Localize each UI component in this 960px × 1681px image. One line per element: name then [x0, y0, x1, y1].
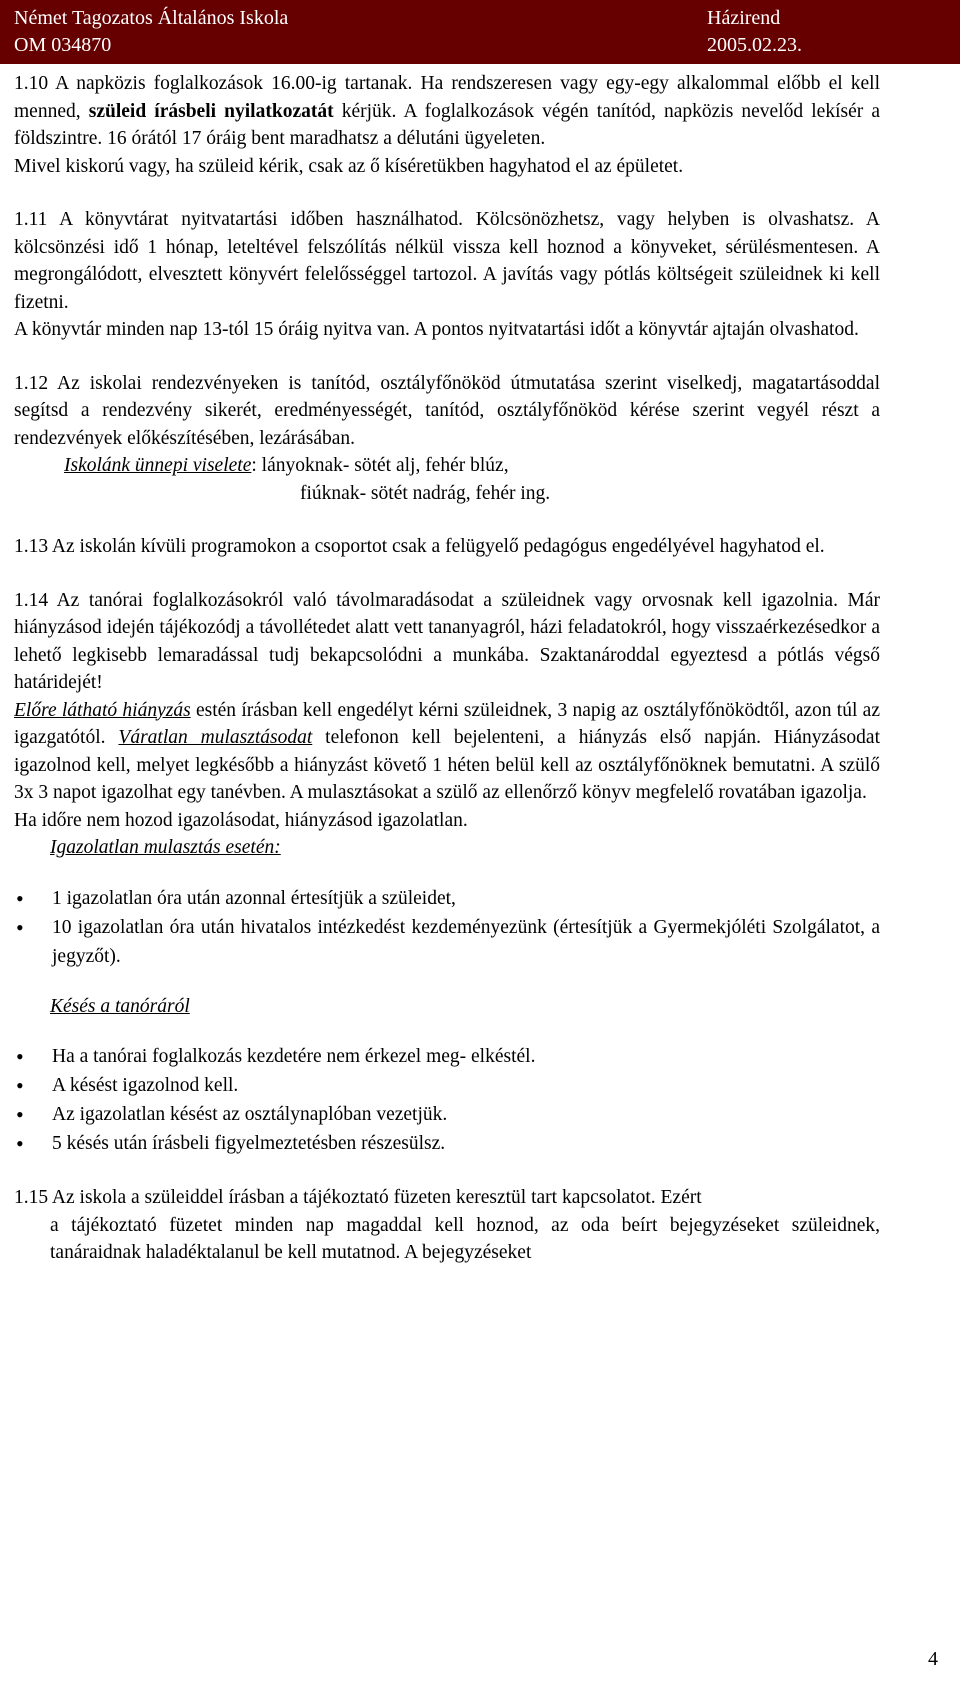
dress-code-label: Iskolánk ünnepi viselete — [64, 455, 252, 476]
document-date: 2005.02.23. — [707, 34, 802, 56]
section-1-10 — [14, 70, 880, 153]
list-item: • 10 igazolatlan óra után hivatalos intézkedést kezdeményezünk (értesítjük a Gyermekjóléti Szolgálatot, a jegyzőt). — [14, 913, 880, 971]
late-list — [14, 1042, 880, 1158]
page-number: 4 — [928, 1648, 938, 1670]
document-body — [14, 70, 880, 1267]
section-1-15: 1.15 Az iskola a szüleiddel írásban a tájékoztató füzeten keresztül tart kapcsolatot. Ezért — [14, 1187, 702, 1208]
foreseen-absence-text: estén írásban kell engedélyt kérni szüleidnek, 3 napig az osztályfőnöködtől, azon túl az igazgatótól. — [14, 699, 880, 748]
list-item: • 1 igazolatlan óra után azonnal értesítjük a szüleidet, — [14, 884, 880, 913]
section-1-11-hours: A könyvtár minden nap 13-tól 15 óráig nyitva van. A pontos nyitvatartási időt a könyvtár ajtaján olvashatod. — [14, 319, 859, 340]
dress-code-line-1 — [14, 452, 880, 480]
section-1-10-text: 1.10 A napközis foglalkozások 16.00-ig tartanak. Ha rendszeresen vagy egy-egy alkalommal előbb el kell menned, — [14, 73, 880, 122]
section-1-10-note: Mivel kiskorú vagy, ha szüleid kérik, csak az ő kíséretükben hagyhatod el az épületet. — [14, 155, 684, 177]
list-item: • A késést igazolnod kell. — [14, 1071, 880, 1100]
section-1-14-absence — [14, 697, 880, 807]
document-header — [0, 0, 960, 64]
list-item: • Az igazolatlan késést az osztálynaplóban vezetjük. — [14, 1100, 880, 1129]
section-1-12: 1.12 Az iskolai rendezvényeken is tanítód, osztályfőnököd útmutatása szerint viselkedj, magatartásoddal segítsd a rendezvény sikerét, eredményességét, tanítód, osztályfőnököd kérése szerint vegyél részt a rendezvények előkészítésében, lezárásában. — [14, 372, 880, 449]
late-heading: Késés a tanóráról — [50, 995, 190, 1017]
dress-code-girls: : lányoknak- sötét alj, fehér blúz, — [251, 455, 509, 476]
unexcused-list — [14, 884, 880, 971]
header-row-1 — [14, 7, 946, 30]
section-1-15-cont: a tájékoztató füzetet minden nap magaddal kell hoznod, az oda beírt bejegyzéseket szüleidnek, tanáraidnak haladéktalanul be kell mutatnod. A bejegyzéseket — [50, 1214, 880, 1263]
unexcused-heading: Igazolatlan mulasztás esetén: — [50, 837, 281, 858]
section-1-13: 1.13 Az iskolán kívüli programokon a csoportot csak a felügyelő pedagógus engedélyével hagyhatod el. — [14, 536, 825, 557]
school-name: Német Tagozatos Általános Iskola — [14, 7, 289, 29]
section-1-10-text-2: kérjük. A foglalkozások végén tanítód, napközis nevelőd lekísér a földszintre. 16 órától 17 óráig bent maradhatsz a délutáni ügyeleten. — [14, 100, 881, 149]
list-item: • Ha a tanórai foglalkozás kezdetére nem érkezel meg- elkéstél. — [14, 1042, 880, 1071]
om-code: OM 034870 — [14, 34, 112, 56]
list-item: • 5 késés után írásbeli figyelmeztetésben részesülsz. — [14, 1129, 880, 1158]
section-1-10-bold: szüleid írásbeli nyilatkozatát — [88, 100, 334, 122]
section-1-14-unexcused-note: Ha időre nem hozod igazolásodat, hiányzásod igazolatlan. — [14, 809, 468, 831]
header-row-2 — [14, 34, 946, 57]
dress-code-boys: fiúknak- sötét nadrág, fehér ing. — [300, 482, 551, 504]
foreseen-absence-label: Előre látható hiányzás — [14, 699, 191, 721]
section-1-14: 1.14 Az tanórai foglalkozásokról való távolmaradásodat a szüleidnek vagy orvosnak kell igazolnia. Már hiányzásod idején tájékozódj a távollétedet alatt vett tananyagról, házi feladatokról, hogy visszaérkezésedkor a lehető legkisebb lemaradással tudj bekapcsolódni a munkába. Szaktanároddal egyeztesd a pótlás végső határidejét! — [14, 589, 880, 693]
section-1-11: 1.11 A könyvtárat nyitvatartási időben használhatod. Kölcsönözhetsz, vagy helyben is olvashatsz. A kölcsönzési idő 1 hónap, leteltével felszólítás nélkül vissza kell hoznod a könyveket, sérülésmentesen. A megrongálódott, elvesztett könyvért felelősséggel tartozol. A javítás vagy pótlás költségeit szüleidnek ki kell fizetni. — [14, 209, 880, 313]
unexpected-absence-text: telefonon kell bejelenteni, a hiányzás első napján. Hiányzásodat igazolnod kell, melyet legkésőbb a hiányzást követő 1 héten belül kell az osztályfőnöknek bemutatni. A szülő 3x 3 napot igazolhat egy tanévben. A mulasztásokat a szülő az ellenőrző könyv megfelelő rovatában igazolja. — [14, 727, 881, 803]
document-type: Házirend — [707, 7, 781, 29]
unexpected-absence-label: Váratlan mulasztásodat — [118, 727, 313, 748]
